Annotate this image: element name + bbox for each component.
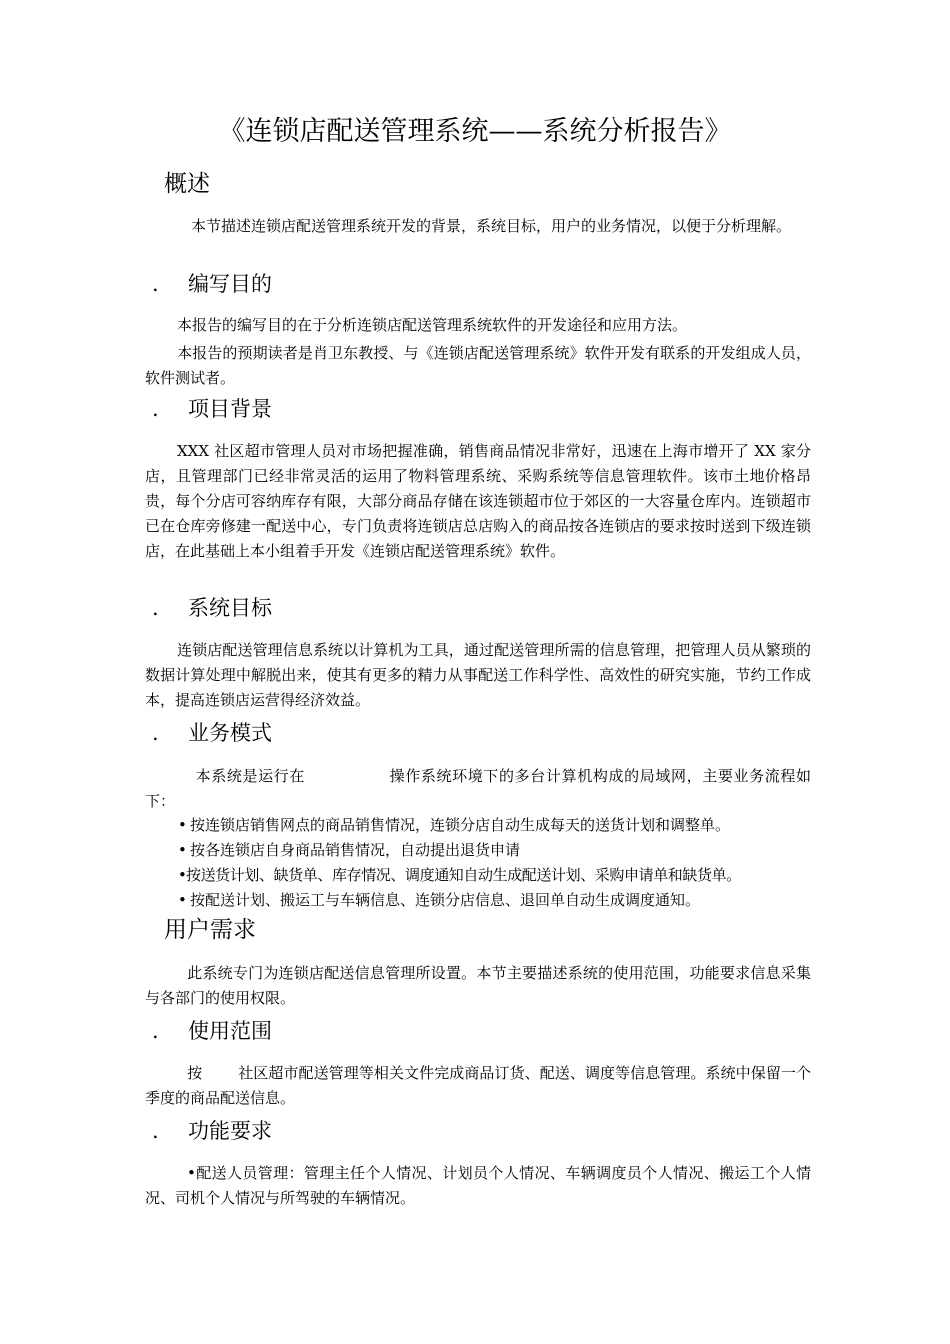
list-item xyxy=(178,863,818,888)
list-item-text: 按送货计划、缺货单、库存情况、调度通知自动生成配送计划、采购申请单和缺货单。 xyxy=(186,866,741,884)
subsection-number: . xyxy=(152,272,159,296)
paragraph-purpose-1 xyxy=(145,313,811,338)
business-flow-list xyxy=(178,813,818,913)
paragraph-user-requirements-text: 此系统专门为连锁店配送信息管理所设置。本节主要描述系统的使用范围，功能要求信息采集与各部门的使用权限。 xyxy=(145,964,811,1007)
paragraph-background-text: XXX 社区超市管理人员对市场把握准确，销售商品情况非常好，迅速在上海市增开了 XX 家分店，且管理部门已经非常灵活的运用了物料管理系统、采购系统等信息管理软件。该市土地价格昂贵，每个分店可容纳库存有限，大部分商品存储在该连锁超市位于郊区的一大容量仓库内。连锁超市已在仓库旁修建一配送中心，专门负责将连锁店总店购入的商品按各连锁店的要求按时送到下级连锁店，在此基础上本小组着手开发《连锁店配送管理系统》软件。 xyxy=(145,442,811,560)
paragraph-purpose-1-text: 本报告的编写目的在于分析连锁店配送管理系统软件的开发途径和应用方法。 xyxy=(177,316,688,334)
paragraph-business-model-text-b: 操作系统环境下的多台计算机构成的局域网，主要业务流程如下： xyxy=(145,767,811,810)
subsection-number: . xyxy=(152,721,159,745)
paragraph-scope xyxy=(145,1061,811,1111)
paragraph-purpose-2-text: 本报告的预期读者是肖卫东教授、与《连锁店配送管理系统》软件开发有联系的开发组成人员，软件测试者。 xyxy=(145,344,811,387)
subsection-title: 使用范围 xyxy=(188,1019,272,1043)
paragraph-goals-text: 连锁店配送管理信息系统以计算机为工具，通过配送管理所需的信息管理，把管理人员从繁琐的数据计算处理中解脱出来，使其有更多的精力从事配送工作科学性、高效性的研究实施，节约工作成本，提高连锁店运营得经济效益。 xyxy=(145,641,811,709)
subsection-heading-scope xyxy=(152,1016,272,1046)
list-item xyxy=(178,838,818,863)
subsection-title: 系统目标 xyxy=(188,596,272,620)
paragraph-purpose-2 xyxy=(145,341,811,391)
subsection-title: 项目背景 xyxy=(188,397,272,421)
document-title: 《连锁店配送管理系统——系统分析报告》 xyxy=(218,116,732,147)
paragraph-goals xyxy=(145,638,811,713)
paragraph-functions xyxy=(145,1161,811,1211)
subsection-title: 业务模式 xyxy=(188,721,272,745)
bullet-icon: • xyxy=(178,841,187,859)
subsection-number: . xyxy=(152,1019,159,1043)
paragraph-scope-text-b: 社区超市配送管理等相关文件完成商品订货、配送、调度等信息管理。系统中保留一个季度的商品配送信息。 xyxy=(145,1064,811,1107)
paragraph-overview xyxy=(145,214,811,239)
subsection-heading-functions xyxy=(152,1116,272,1146)
paragraph-business-model xyxy=(145,764,811,814)
list-item-text: 按配送计划、搬运工与车辆信息、连锁分店信息、退回单自动生成调度通知。 xyxy=(190,891,701,909)
list-item-text: 按连锁店销售网点的商品销售情况，连锁分店自动生成每天的送货计划和调整单。 xyxy=(190,816,731,834)
section-heading-user-requirements: 用户需求 xyxy=(164,917,256,943)
subsection-number: . xyxy=(152,1119,159,1143)
subsection-heading-purpose xyxy=(152,269,272,299)
paragraph-scope-text-a: 按 xyxy=(187,1064,203,1082)
list-item xyxy=(178,813,818,838)
subsection-number: . xyxy=(152,596,159,620)
subsection-number: . xyxy=(152,397,159,421)
bullet-icon: • xyxy=(178,891,187,909)
paragraph-functions-text: 配送人员管理：管理主任个人情况、计划员个人情况、车辆调度员个人情况、搬运工个人情况、司机个人情况与所驾驶的车辆情况。 xyxy=(145,1164,811,1207)
paragraph-background xyxy=(145,439,811,564)
list-item-text: 按各连锁店自身商品销售情况，自动提出退货申请 xyxy=(190,841,521,859)
list-item xyxy=(178,888,818,913)
paragraph-business-model-text-a: 本系统是运行在 xyxy=(195,767,306,785)
paragraph-overview-text: 本节描述连锁店配送管理系统开发的背景，系统目标，用户的业务情况，以便于分析理解。 xyxy=(191,217,792,235)
subsection-heading-background xyxy=(152,394,272,424)
bullet-icon: • xyxy=(187,1164,196,1182)
subsection-heading-goals xyxy=(152,593,272,623)
paragraph-user-requirements xyxy=(145,961,811,1011)
subsection-title: 编写目的 xyxy=(188,272,272,296)
subsection-title: 功能要求 xyxy=(188,1119,272,1143)
section-heading-overview: 概述 xyxy=(164,171,210,197)
bullet-icon: • xyxy=(178,816,187,834)
subsection-heading-business-model xyxy=(152,718,272,748)
bullet-icon: • xyxy=(178,866,187,884)
